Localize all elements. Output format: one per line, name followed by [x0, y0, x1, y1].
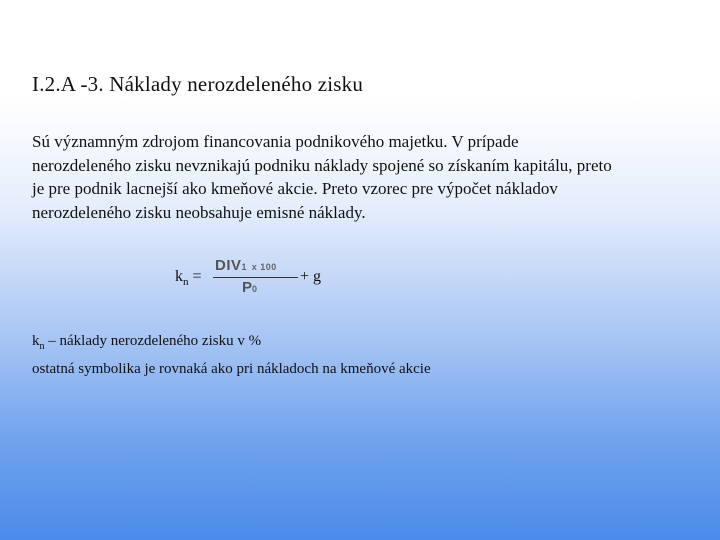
numerator-subscript: 1 — [241, 262, 248, 272]
formula-equals: = — [192, 268, 202, 285]
legend-line-kn — [32, 330, 431, 358]
formula-lhs — [175, 268, 202, 288]
paragraph-line: Sú významným zdrojom financovania podnikového majetku. V prípade — [32, 132, 519, 151]
paragraph-line: nerozdeleného zisku nevznikajú podniku náklady spojené so získaním kapitálu, preto — [32, 155, 612, 175]
denominator-subscript: 0 — [252, 284, 258, 294]
formula-numerator — [215, 257, 277, 274]
formula-denominator — [242, 279, 257, 296]
legend-line-other: ostatná symbolika je rovnaká ako pri nákladoch na kmeňové akcie — [32, 361, 431, 377]
fraction-bar — [213, 277, 298, 278]
numerator-rest: x 100 — [251, 262, 277, 272]
symbol-legend — [32, 330, 431, 380]
legend-text: – náklady nerozdeleného zisku v % — [44, 333, 262, 349]
cost-formula — [175, 255, 375, 301]
slide-title: I.2.A -3. Náklady nerozdeleného zisku — [32, 72, 364, 96]
formula-lhs-subscript: n — [183, 276, 189, 289]
numerator-main: DIV — [215, 257, 242, 274]
description-paragraph — [32, 130, 716, 224]
paragraph-line: je pre podnik lacnejší ako kmeňové akcie. Preto vzorec pre výpočet nákladov — [32, 179, 558, 198]
formula-lhs-symbol: k — [175, 268, 183, 285]
formula-suffix: + g — [300, 268, 322, 285]
paragraph-line: nerozdeleného zisku neobsahuje emisné náklady. — [32, 202, 366, 222]
denominator-main: P — [242, 279, 253, 296]
legend-subscript: n — [39, 341, 45, 352]
legend-symbol: k — [32, 333, 40, 349]
